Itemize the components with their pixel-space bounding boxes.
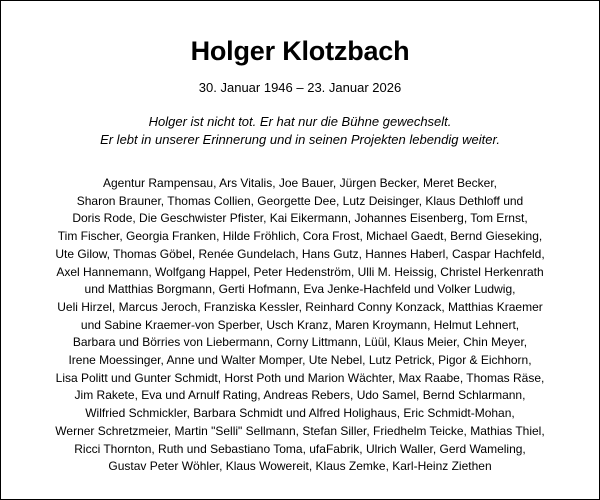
deceased-name: Holger Klotzbach: [190, 36, 410, 66]
mourners-line: Werner Schretzmeier, Martin "Selli" Sellmann, Stefan Siller, Friedhelm Teicke, Mathias Thiel,: [55, 423, 545, 438]
mourners-line: Ueli Hirzel, Marcus Jeroch, Franziska Kessler, Reinhard Conny Konzack, Matthias Kraemer: [57, 299, 543, 314]
mourners-line: Barbara und Börries von Liebermann, Corny Littmann, Lüül, Klaus Meier, Chin Meyer,: [72, 335, 528, 350]
mourners-line: Axel Hannemann, Wolfgang Happel, Peter Hedenström, Ulli M. Heissig, Christel Herkenrath: [56, 264, 544, 279]
life-dates: 30. Januar 1946 – 23. Januar 2026: [198, 80, 402, 95]
mourners-line: Sharon Brauner, Thomas Collien, Georgette Dee, Lutz Deisinger, Klaus Dethloff und: [76, 193, 524, 208]
memorial-quote: [1, 113, 599, 149]
quote-line: Er lebt in unserer Erinnerung und in seinen Projekten lebendig weiter.: [100, 132, 500, 147]
mourners-line: Agentur Rampensau, Ars Vitalis, Joe Bauer, Jürgen Becker, Meret Becker,: [103, 176, 497, 190]
mourners-line: und Sabine Kraemer-von Sperber, Usch Kranz, Maren Kroymann, Helmut Lehnert,: [80, 317, 520, 332]
mourners-line: Jim Rakete, Eva und Arnulf Rating, Andreas Rebers, Udo Samel, Bernd Schlarmann,: [74, 388, 526, 403]
mourners-line: Tim Fischer, Georgia Franken, Hilde Fröhlich, Cora Frost, Michael Gaedt, Bernd Gieseking,: [57, 229, 543, 244]
mourners-line: Doris Rode, Die Geschwister Pfister, Kai Eikermann, Johannes Eisenberg, Tom Ernst,: [72, 211, 528, 226]
mourners-line: Lisa Politt und Gunter Schmidt, Horst Poth und Marion Wächter, Max Raabe, Thomas Räse,: [55, 370, 545, 385]
quote-line: Holger ist nicht tot. Er hat nur die Bühne gewechselt.: [148, 114, 452, 129]
mourners-list: [1, 175, 599, 476]
mourners-line: Wilfried Schmickler, Barbara Schmidt und Alfred Holighaus, Eric Schmidt-Mohan,: [85, 406, 515, 421]
mourners-line: Ute Gilow, Thomas Göbel, Renée Gundelach, Hans Gutz, Hannes Haberl, Caspar Hachfeld,: [55, 246, 545, 261]
mourners-line: Ricci Thornton, Ruth und Sebastiano Toma, ufaFabrik, Ulrich Waller, Gerd Wameling,: [74, 441, 526, 456]
mourners-line: Irene Moessinger, Anne und Walter Momper, Ute Nebel, Lutz Petrick, Pigor & Eichhorn,: [68, 353, 532, 368]
mourners-line: Gustav Peter Wöhler, Klaus Wowereit, Klaus Zemke, Karl-Heinz Ziethen: [108, 459, 492, 474]
mourners-line: und Matthias Borgmann, Gerti Hofmann, Eva Jenke-Hachfeld und Volker Ludwig,: [84, 282, 516, 297]
